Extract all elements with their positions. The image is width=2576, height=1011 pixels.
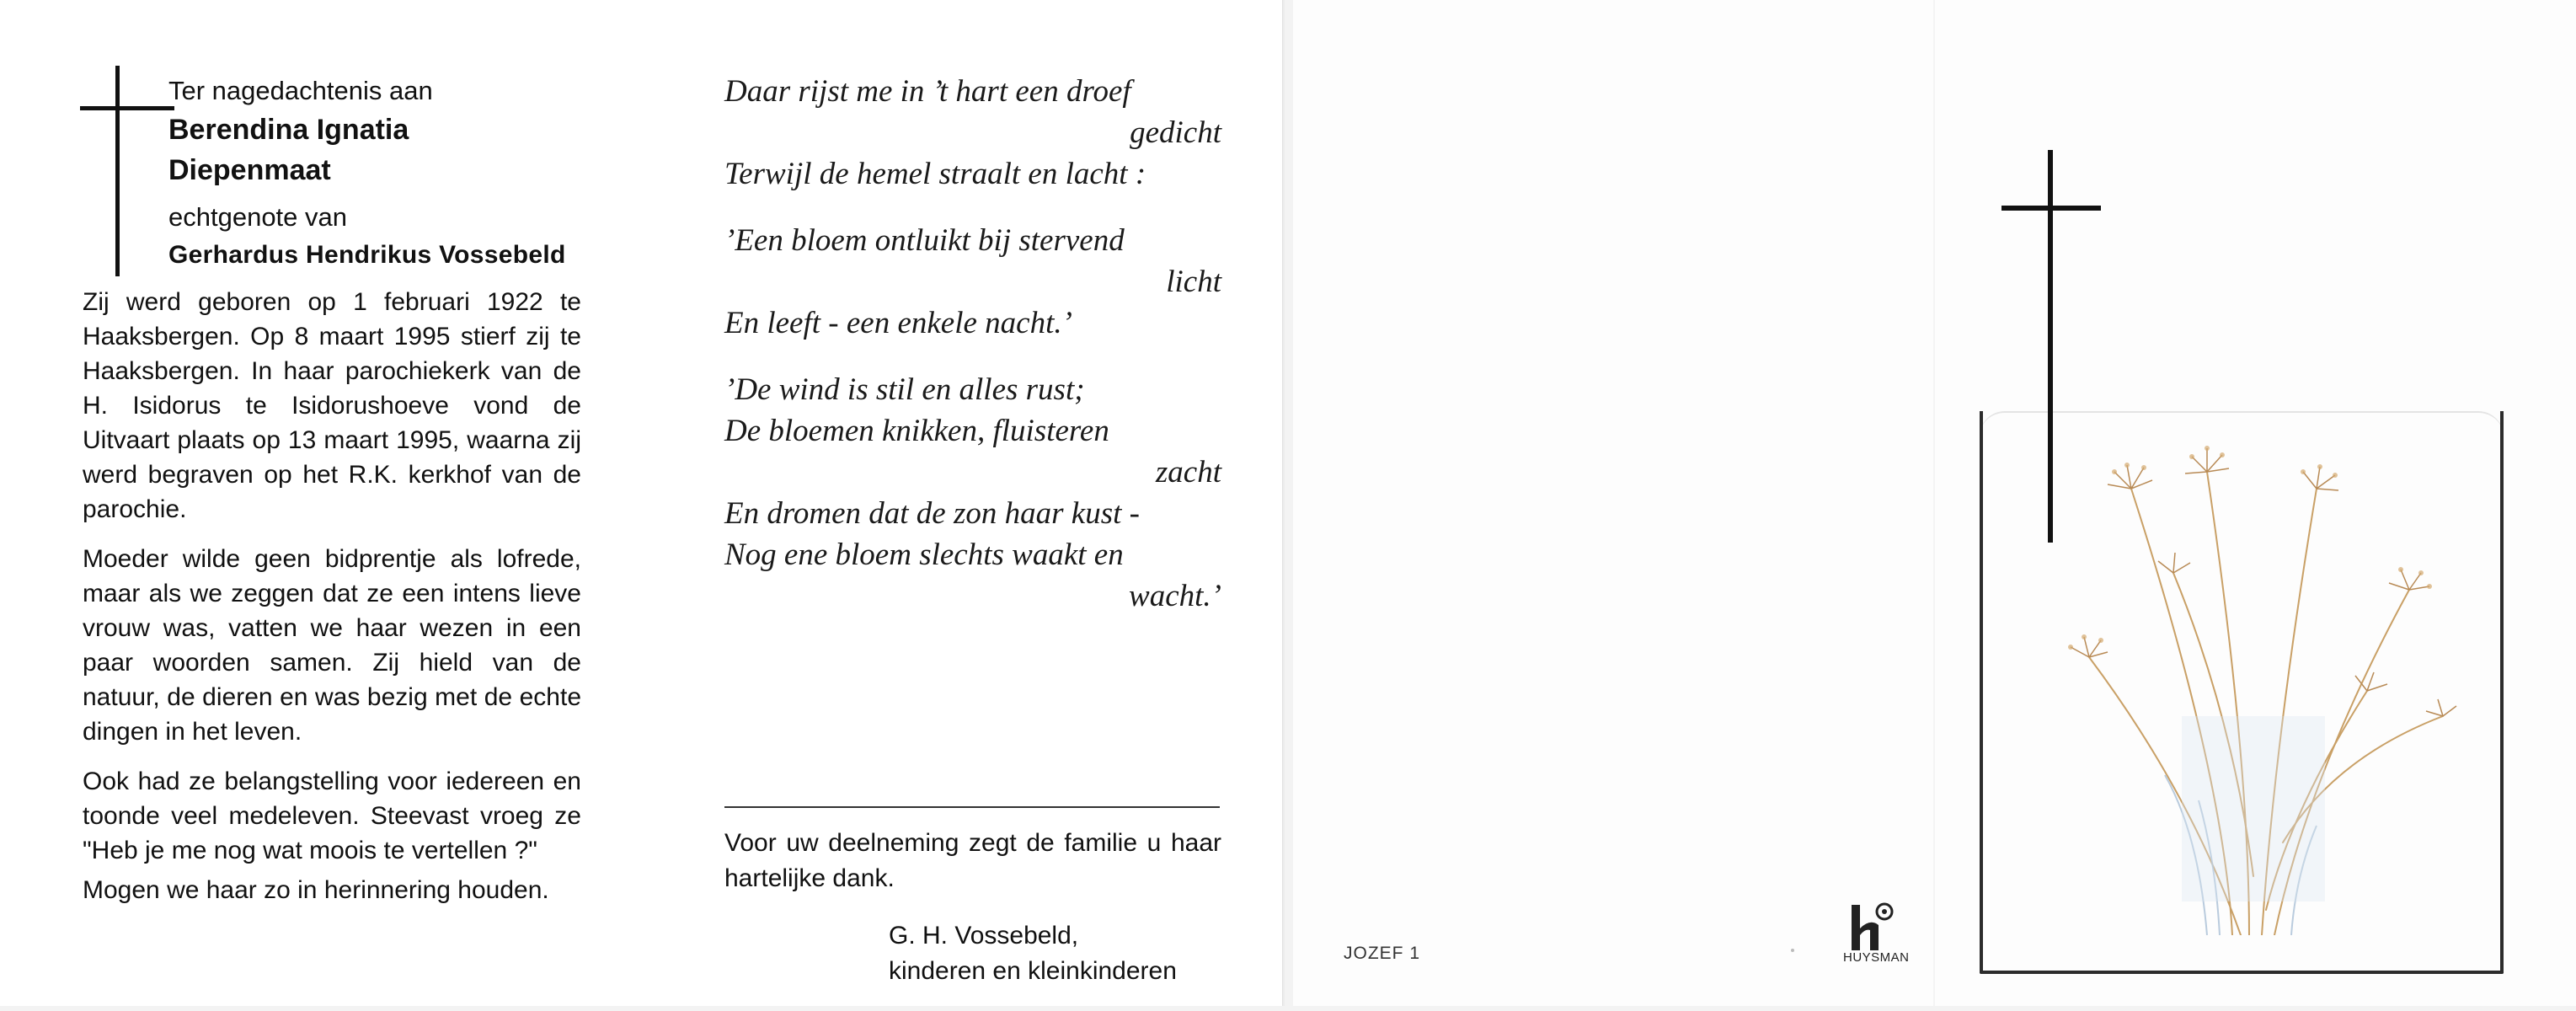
bio-paragraph: Ook had ze belangstelling voor iedereen en toonde veel medeleven. Steevast vroeg ze "Heb je me nog wat moois te vertellen ?" (83, 768, 581, 864)
card-edge (1283, 0, 1285, 1006)
spouse-name: Gerhardus Hendrikus Vossebeld (168, 241, 566, 269)
relation-text: echtgenote van (168, 202, 348, 232)
poem-stanza (724, 220, 1221, 344)
thanks-note (724, 826, 1221, 896)
poem-line: En leeft - een enkele nacht.’ (724, 306, 1072, 340)
poem-line: wacht.’ (1129, 579, 1221, 613)
poem-line: En dromen dat de zon haar kust - (724, 496, 1140, 531)
card-code: JOZEF 1 (1344, 944, 1421, 963)
cross-icon (80, 66, 174, 276)
dried-flowers-illustration (2039, 438, 2477, 935)
biography (83, 285, 581, 923)
signature-line1: G. H. Vossebeld, (889, 922, 1079, 949)
poem-line: ’Een bloem ontluikt bij stervend (724, 223, 1125, 258)
poem (724, 71, 1221, 642)
poem-line: Terwijl de hemel straalt en lacht : (724, 157, 1146, 191)
cross-icon (2001, 150, 2101, 543)
poem-line: Nog ene bloem slechts waakt en (724, 538, 1124, 572)
thanks-text: Voor uw deelneming zegt de familie u haar hartelijke dank. (724, 829, 1221, 892)
poem-line: zacht (1155, 455, 1221, 489)
deceased-name-line1: Berendina Ignatia (168, 114, 409, 146)
poem-line: ’De wind is stil en alles rust; (724, 372, 1085, 407)
bio-paragraph: Zij werd geboren op 1 februari 1922 te Haaksbergen. Op 8 maart 1995 stierf zij te Haaksbergen. In haar parochiekerk van de H. Isidorus te Isidorushoeve vond de Uitvaart plaats op 13 maart 1995, waarna zij werd begraven op het R.K. kerkhof van de parochie. (83, 288, 581, 523)
poem-line: licht (1166, 265, 1221, 299)
deceased-name-line2: Diepenmaat (168, 154, 331, 186)
bio-paragraph: Mogen we haar zo in herinnering houden. (83, 876, 549, 904)
poem-line: gedicht (1130, 115, 1221, 150)
signature-line2: kinderen en kleinkinderen (889, 957, 1177, 985)
divider-line (724, 806, 1220, 808)
print-speck (1791, 949, 1794, 952)
poem-stanza (724, 369, 1221, 617)
bio-paragraph: Moeder wilde geen bidprentje als lofrede, maar als we zeggen dat ze een intens lieve vrouw was, vatten we haar wezen in een paar woorden samen. Zij hield van de natuur, de dieren en was bezig met de echte dingen in het leven. (83, 545, 581, 746)
poem-stanza (724, 71, 1221, 195)
memorial-header (168, 72, 607, 273)
signature (889, 918, 1243, 989)
publisher-logo-text: HUYSMAN (1843, 950, 1910, 965)
poem-line: Daar rijst me in ’t hart een droef (724, 74, 1131, 109)
poem-line: De bloemen knikken, fluisteren (724, 414, 1109, 448)
card-fold (1933, 0, 1935, 1006)
intro-text: Ter nagedachtenis aan (168, 76, 433, 105)
